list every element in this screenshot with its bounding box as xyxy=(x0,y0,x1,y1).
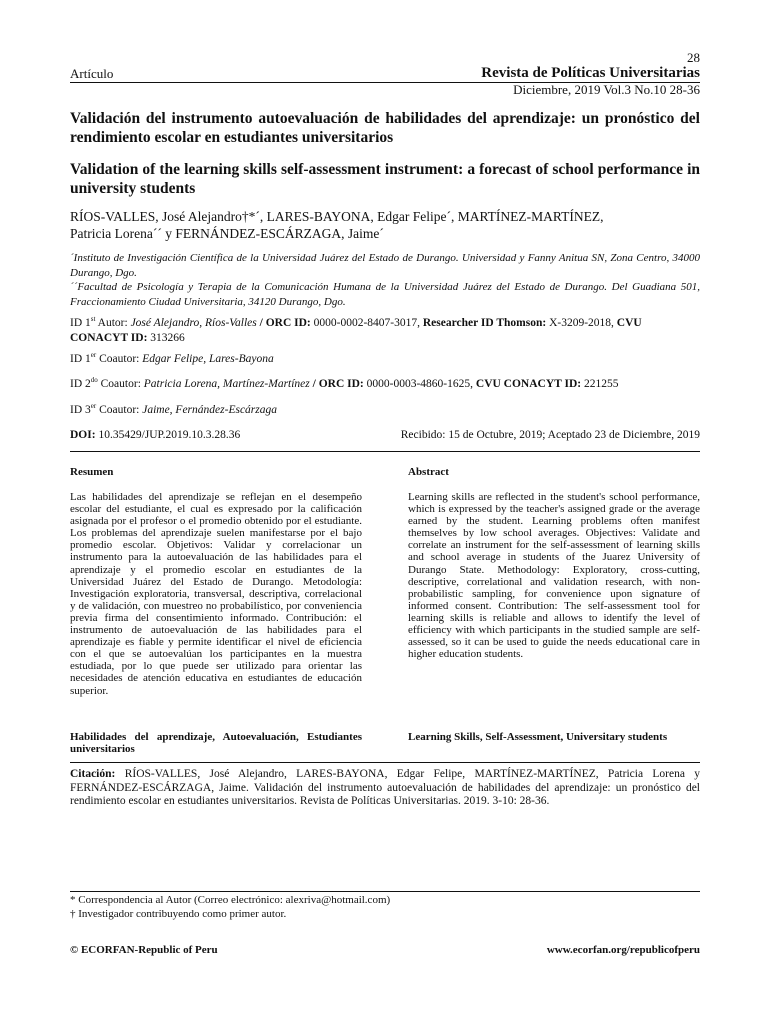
researcher-id-label: Researcher ID Thomson: xyxy=(422,317,550,329)
journal-issue: Diciembre, 2019 Vol.3 No.10 28-36 xyxy=(513,82,700,97)
doi-label: DOI: xyxy=(70,429,99,441)
id-ordinal: st xyxy=(90,315,96,324)
abstract-heading: Abstract xyxy=(408,466,449,478)
citation-text: RÍOS-VALLES, José Alejandro, LARES-BAYONA, Edgar Felipe, MARTÍNEZ-MARTÍNEZ, Patricia Lorena y FERNÁNDEZ-ESCÁRZAGA, Jaime. Validación del instrumento autoevaluación de habilidades del aprendizaje: un pronóstico del rendimiento escolar en estudiantes universitarios. Revista de Políticas Universitarias. 2019. 3-10: 28-36. xyxy=(70,768,701,807)
cvu-value: 221255 xyxy=(583,378,619,390)
author-list xyxy=(70,208,700,242)
id-prefix: ID 2 xyxy=(70,378,91,390)
id-role: Autor: xyxy=(95,317,131,329)
cvu-label: CVU CONACYT ID: xyxy=(475,378,584,390)
footnote-first-author: † Investigador contribuyendo como primer autor. xyxy=(70,908,287,920)
doi-link[interactable]: 10.35429/JUP.2019.10.3.28.36 xyxy=(98,429,241,441)
id-name: Edgar Felipe, Lares-Bayona xyxy=(142,353,274,365)
orc-label: / ORC ID: xyxy=(256,317,314,329)
id-role: Coautor: xyxy=(96,353,143,365)
id-coauthor-2 xyxy=(70,377,700,392)
id-ordinal: er xyxy=(90,402,97,411)
id-prefix: ID 3 xyxy=(70,404,91,416)
researcher-id-value: X-3209-2018, xyxy=(549,317,617,329)
doi xyxy=(70,429,240,441)
id-prefix: ID 1 xyxy=(70,317,91,329)
affiliations xyxy=(70,251,700,309)
resumen-body: Las habilidades del aprendizaje se reflejan en el desempeño escolar del estudiante, el cual es expresado por la calificación asignada por el profesor o el promedio obtenido por el estudiante. Los problemas del aprendizaje suelen manifestarse por el bajo promedio escolar. Objetivos: Validar y correlacionar un instrumento para la autoevaluación de las habilidades para el aprendizaje y el promedio escolar en estudiantes de la Universidad Juárez del Estado de Durango. Metodología: Investigación exploratoria, transversal, descriptiva, correlacional y de validación, con muestreo no probabilístico, por conveniencia previa firma del consentimiento informado. Contribución: el instrumento de autoevaluación de las habilidades para el aprendizaje es fiable y permite identificar el nivel de eficiencia con el que se autoevalúan los participantes en la muestra estudiada, por lo que puede ser utilizado para orientar las necesidades de atención educativa en estudiantes de educación superior. xyxy=(70,491,362,697)
affiliation-2: ´´Facultad de Psicología y Terapia de la Comunicación Humana de la Universidad Juárez del Estado de Durango. Del Guadiana 501, Fraccionamiento Ciudad Universitaria, 34120 Durango, Dgo. xyxy=(70,281,700,308)
resumen-heading: Resumen xyxy=(70,466,114,478)
abstract-body: Learning skills are reflected in the student's school performance, which is expressed by the teacher's assigned grade or the average earned by the student. Learning problems often manifest themselves by low school averages. Objectives: Validate and correlate an instrument for the self-assessment of learning skills and school average in students of the Juarez University of Durango State. Methodology: Exploratory, cross-cutting, descriptive, correlational and validation research, with non-probabilistic sampling, for convenience upon signature of informed consent. Contribution: The self-assessment tool for learning skills is reliable and allows to identify the level of efficiency with which participants in the studied sample are self-assessed, so it can be used to guide the needs educational care in higher education students. xyxy=(408,491,700,661)
id-role: Coautor: xyxy=(97,378,144,390)
id-name: Patricia Lorena, Martínez-Martínez xyxy=(143,378,310,390)
id-author-1 xyxy=(70,316,700,345)
title-spanish: Validación del instrumento autoevaluación de habilidades del aprendizaje: un pronóstico del rendimiento escolar en estudiantes universitarios xyxy=(70,110,700,146)
section-label: Artículo xyxy=(70,66,114,81)
id-role: Coautor: xyxy=(96,404,143,416)
divider xyxy=(70,762,700,763)
orc-value: 0000-0003-4860-1625, xyxy=(366,378,476,390)
received-dates: Recibido: 15 de Octubre, 2019; Aceptado 23 de Diciembre, 2019 xyxy=(400,429,700,441)
id-ordinal: do xyxy=(90,376,98,385)
id-name: José Alejandro, Ríos-Valles xyxy=(130,317,257,329)
page-number: 28 xyxy=(687,50,700,65)
journal-name: Revista de Políticas Universitarias xyxy=(481,65,700,81)
affiliation-1: ´Instituto de Investigación Científica de la Universidad Juárez del Estado de Durango. Universidad y Fanny Anitua SN, Zona Centro, 34000 Durango, Dgo. xyxy=(70,252,700,279)
citation-label: Citación: xyxy=(70,768,125,780)
author-line-1: RÍOS-VALLES, José Alejandro†*´, LARES-BAYONA, Edgar Felipe´, MARTÍNEZ-MARTÍNEZ, xyxy=(70,209,604,224)
orc-value: 0000-0002-8407-3017, xyxy=(313,317,423,329)
footer-publisher: © ECORFAN-Republic of Peru xyxy=(70,944,218,956)
abstract-keywords: Learning Skills, Self-Assessment, Universitary students xyxy=(408,731,668,743)
footnote-divider xyxy=(70,891,700,892)
orc-label: / ORC ID: xyxy=(309,378,367,390)
id-ordinal: er xyxy=(90,351,97,360)
id-coauthor-3 xyxy=(70,403,700,418)
id-name: Jaime, Fernández-Escárzaga xyxy=(142,404,277,416)
article-page xyxy=(70,0,700,1024)
running-header xyxy=(70,66,700,83)
title-english: Validation of the learning skills self-assessment instrument: a forecast of school performance in university students xyxy=(70,161,700,197)
author-line-2: Patricia Lorena´´ y FERNÁNDEZ-ESCÁRZAGA, Jaime´ xyxy=(70,226,384,241)
divider xyxy=(70,451,700,452)
cvu-label: CVU CONACYT ID: xyxy=(70,317,642,344)
id-prefix: ID 1 xyxy=(70,353,91,365)
footnote-correspondence: * Correspondencia al Autor (Correo electrónico: alexriva@hotmail.com) xyxy=(70,894,391,906)
resumen-keywords: Habilidades del aprendizaje, Autoevaluación, Estudiantes universitarios xyxy=(70,731,362,756)
citation xyxy=(70,768,700,809)
footer-website-link[interactable]: www.ecorfan.org/republicofperu xyxy=(546,944,700,956)
cvu-value: 313266 xyxy=(150,331,185,344)
id-coauthor-1 xyxy=(70,352,700,367)
